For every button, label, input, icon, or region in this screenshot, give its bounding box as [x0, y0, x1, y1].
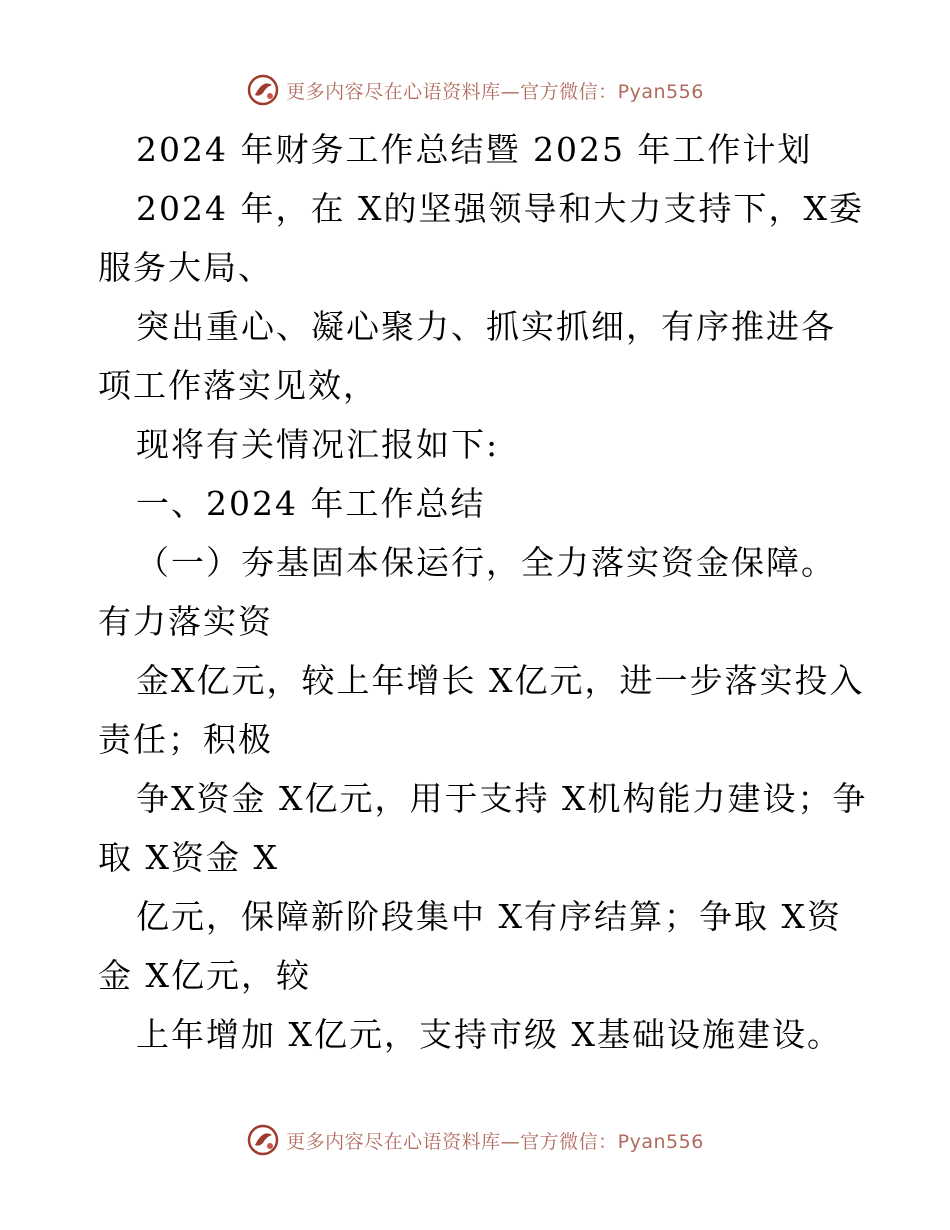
paragraph: 金X亿元，较上年增长 X亿元，进一步落实投入责任；积极 — [98, 661, 865, 759]
paragraph: 上年增加 X亿元，支持市级 X基础设施建设。 — [136, 1015, 842, 1054]
watermark-text: 更多内容尽在心语资料库—官方微信：Pyan556 — [286, 1130, 704, 1153]
watermark-text: 更多内容尽在心语资料库—官方微信：Pyan556 — [286, 80, 704, 103]
footer-watermark — [0, 1120, 950, 1160]
document-title: 2024 年财务工作总结暨 2025 年工作计划 — [136, 130, 813, 169]
header-watermark — [0, 70, 950, 110]
paragraph: 现将有关情况汇报如下: — [136, 425, 500, 464]
paragraph: 2024 年，在 X的坚强领导和大力支持下，X委服务大局、 — [98, 189, 864, 287]
paragraph: 争X资金 X亿元，用于支持 X机构能力建设；争取 X资金 X — [98, 779, 868, 877]
paragraph: 亿元，保障新阶段集中 X有序结算；争取 X资金 X亿元，较 — [98, 897, 842, 995]
paragraph: 突出重心、凝心聚力、抓实抓细，有序推进各项工作落实见效， — [98, 307, 836, 405]
paragraph: （一）夯基固本保运行，全力落实资金保障。有力落实资 — [98, 543, 836, 641]
section-heading: 一、2024 年工作总结 — [136, 484, 486, 523]
document-body — [98, 120, 868, 1064]
brand-logo-icon — [246, 1123, 280, 1157]
brand-logo-icon — [246, 73, 280, 107]
